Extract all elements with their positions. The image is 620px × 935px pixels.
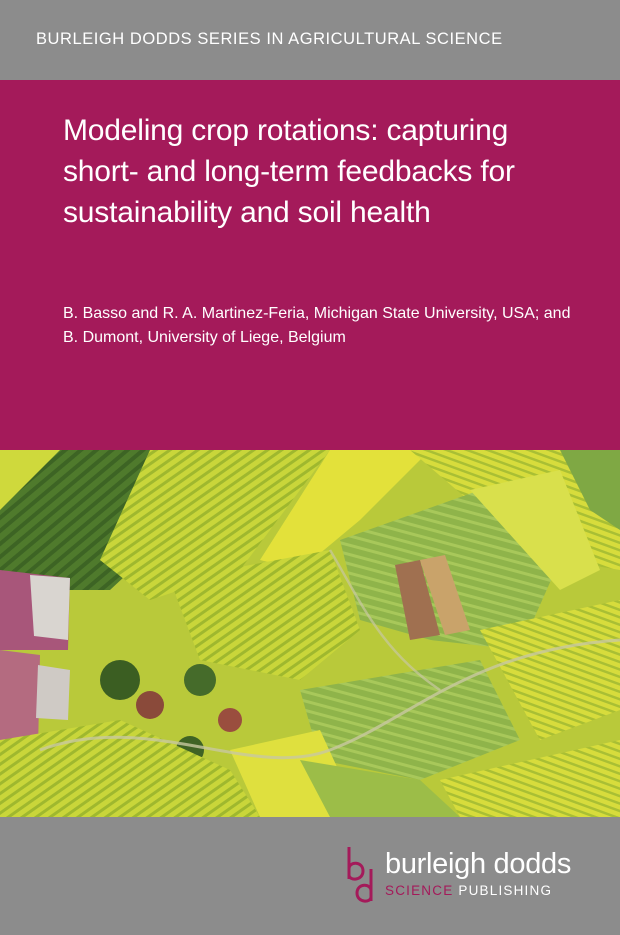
- book-title: Modeling crop rotations: capturing short- and long-term feedbacks for sustainability and soil health: [63, 114, 515, 229]
- book-authors: B. Basso and R. A. Martinez-Feria, Michigan State University, USA; and B. Dumont, University of Liege, Belgium: [63, 305, 571, 346]
- publisher-subtitle: [385, 883, 552, 898]
- publisher-subtitle-publishing: PUBLISHING: [458, 883, 553, 898]
- cover-photo-aerial-fields: [0, 450, 620, 817]
- publisher-name: burleigh dodds: [385, 848, 572, 880]
- series-name: BURLEIGH DODDS SERIES IN AGRICULTURAL SCIENCE: [36, 30, 503, 48]
- publisher-subtitle-science: SCIENCE: [385, 883, 454, 898]
- burleigh-dodds-logo-mark-icon: [345, 845, 377, 903]
- series-banner: [0, 0, 620, 80]
- publisher-logo: [345, 845, 585, 905]
